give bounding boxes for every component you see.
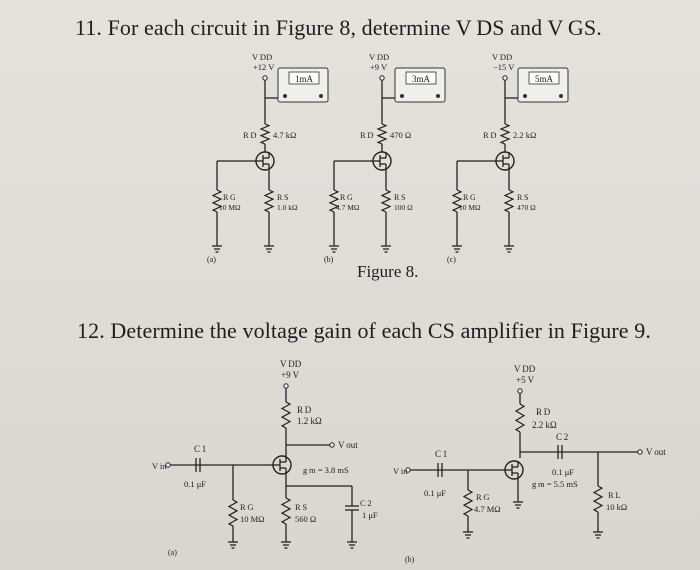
ground-rg [452,240,462,252]
question-12: 12. Determine the voltage gain of each CS amplifier in Figure 9. [77,318,651,343]
ground-rl [593,526,603,538]
rd-label: R D [360,130,374,140]
vdd-label: V DD [514,364,536,374]
ground-source [513,496,523,508]
rg-resistor [229,500,237,526]
rl-label: R L [608,490,621,500]
rs-resistor [282,498,290,524]
rd-resistor [516,404,524,432]
figure-8-caption: Figure 8. [357,262,419,281]
rg-value: 10 MΩ [219,203,241,212]
rd-label: R D [536,407,551,417]
c1-value: 0.1 μF [424,488,447,498]
circuit-8-b [324,52,445,264]
ground-rg [228,536,238,548]
vdd-terminal [518,389,522,393]
vin-label: V in [152,461,167,471]
c2-value: 1 μF [362,510,378,520]
figure-8-diagram [0,40,700,330]
rd-label: R D [243,130,257,140]
rg-value: 4.7 MΩ [336,203,360,212]
rg-label: R G [463,193,476,202]
vdd-value: +9 V [281,370,300,380]
ammeter [278,68,328,102]
rd-value: 2.2 kΩ [532,420,557,430]
vdd-value: −15 V [493,62,515,72]
circuit-8-c [447,52,568,264]
rs-label: R S [517,193,529,202]
vdd-terminal [503,76,507,80]
rd-value: 1.2 kΩ [297,416,322,426]
ammeter-jack-2 [559,94,563,98]
jfet [501,461,523,479]
vdd-label: V DD [369,52,390,62]
rs-value: 560 Ω [295,514,317,524]
ground-rg [463,526,473,538]
vdd-value: +5 V [516,375,535,385]
ground-rs [504,240,514,252]
rg-value: 4.7 MΩ [474,504,501,514]
vout-terminal [330,443,334,447]
rd-value: 470 Ω [390,130,412,140]
c1-value: 0.1 μF [184,479,207,489]
rs-label: R S [277,193,289,202]
circuit-label: (a) [168,548,177,557]
gm-label: g m = 5.5 mS [532,479,578,489]
rs-label: R S [394,193,406,202]
ground-rs [281,536,291,548]
vdd-value: +9 V [370,62,388,72]
ground-rg [329,240,339,252]
vdd-terminal [380,76,384,80]
c2-label: C 2 [360,498,372,508]
rg-label: R G [223,193,236,202]
rg-label: R G [340,193,353,202]
rs-resistor [382,190,390,212]
jfet [269,456,291,474]
rd-value: 4.7 kΩ [273,130,297,140]
circuit-9-a [152,359,378,557]
c2-value: 0.1 μF [552,467,575,477]
rg-value: 10 MΩ [459,203,481,212]
circuit-label: (a) [207,255,216,264]
vin-label: V in [393,466,408,476]
c1-label: C 1 [194,444,207,454]
ground-rs [264,240,274,252]
rd-value: 2.2 kΩ [513,130,537,140]
rd-resistor [261,124,269,144]
ground-c2 [347,536,357,548]
ammeter-jack-2 [319,94,323,98]
vout-label: V out [338,440,358,450]
rd-resistor [282,402,290,428]
rs-resistor [265,190,273,212]
c2-capacitor [345,506,359,510]
rg-label: R G [476,492,490,502]
vdd-value: +12 V [253,62,275,72]
jfet [492,152,514,170]
rs-resistor [505,190,513,212]
ammeter-jack-2 [436,94,440,98]
vdd-label: V DD [280,359,302,369]
rg-resistor [464,490,472,516]
figure-9-diagram [0,340,700,570]
rd-resistor [378,124,386,144]
circuit-label: (b) [324,255,334,264]
circuit-label: (b) [405,555,415,564]
c1-label: C 1 [435,449,448,459]
ammeter-jack-1 [523,94,527,98]
question-11: 11. For each circuit in Figure 8, determine V DS and V GS. [75,15,602,40]
rd-label: R D [297,405,312,415]
ammeter-jack-1 [400,94,404,98]
rl-value: 10 kΩ [606,502,628,512]
vdd-label: V DD [252,52,273,62]
vout-label: V out [646,447,666,457]
rd-label: R D [483,130,497,140]
rs-value: 1.0 kΩ [277,203,298,212]
ammeter-reading: 5mA [535,74,553,84]
circuit-8-a [207,52,328,264]
vdd-terminal [284,384,288,388]
vout-terminal [638,450,642,454]
c2-label: C 2 [556,432,569,442]
rl-resistor [594,486,602,512]
ground-rg [212,240,222,252]
jfet [252,152,274,170]
ground-rs [381,240,391,252]
rs-label: R S [295,502,308,512]
vdd-label: V DD [492,52,513,62]
ammeter [518,68,568,102]
vin-terminal [166,463,170,467]
circuit-label: (c) [447,255,456,264]
rg-label: R G [240,502,254,512]
rs-value: 470 Ω [517,203,536,212]
rs-value: 100 Ω [394,203,413,212]
rg-value: 10 MΩ [240,514,265,524]
gm-label: g m = 3.8 mS [303,465,349,475]
vdd-terminal [263,76,267,80]
ammeter-reading: 3mA [412,74,430,84]
ammeter-reading: 1mA [295,74,313,84]
ammeter-jack-1 [283,94,287,98]
jfet [369,152,391,170]
ammeter [395,68,445,102]
rd-resistor [501,124,509,144]
circuit-9-b [393,364,666,564]
